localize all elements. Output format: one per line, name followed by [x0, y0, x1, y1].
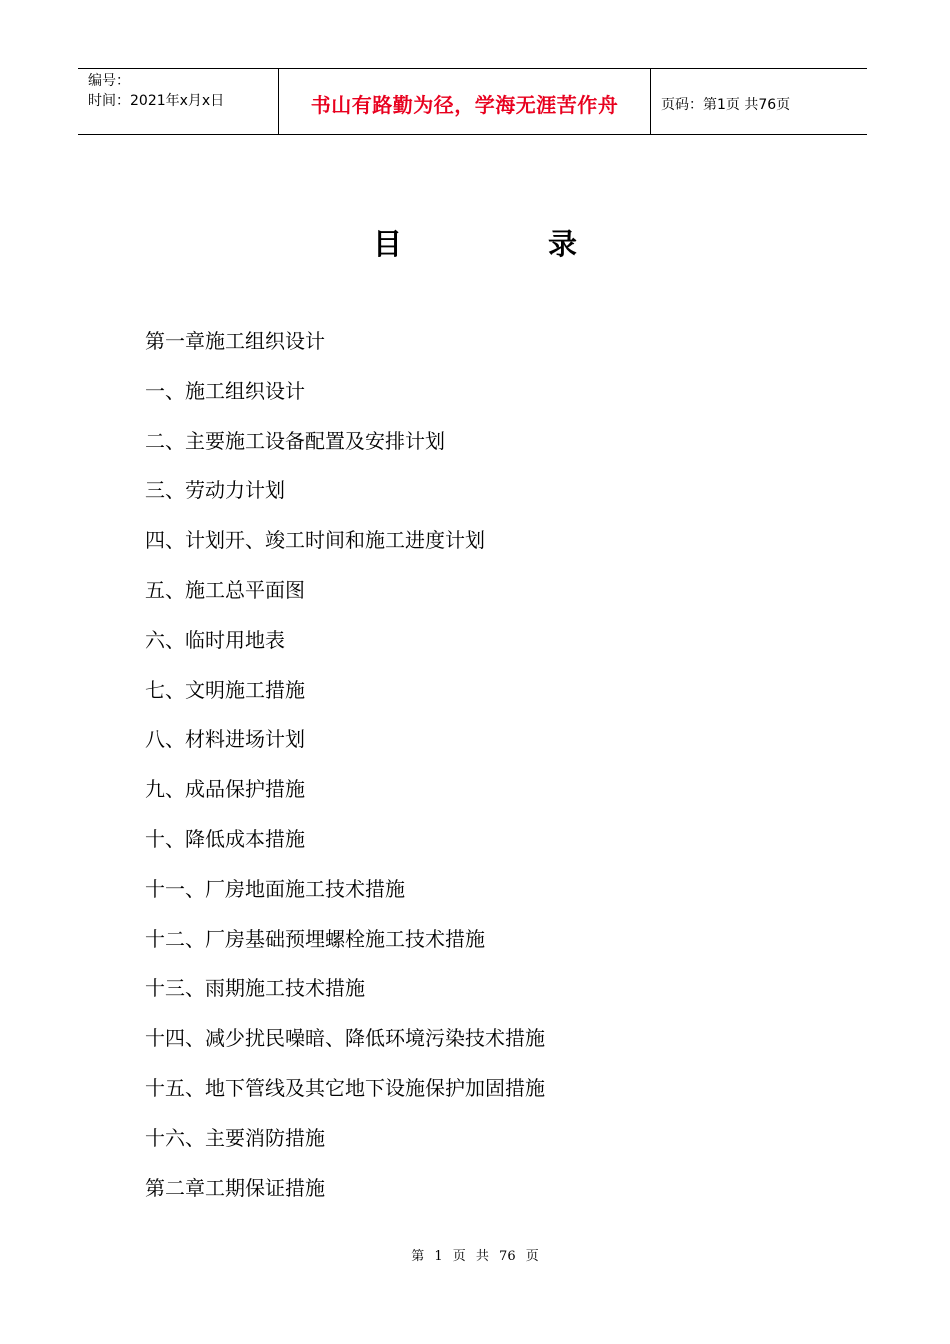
page-title-right: 录 [548, 227, 578, 261]
header-page-cell [651, 69, 867, 134]
toc-item[interactable]: 第一章施工组织设计 [145, 329, 325, 353]
toc-item[interactable]: 六、临时用地表 [145, 627, 285, 652]
toc-item[interactable]: 八、材料进场计划 [145, 727, 305, 752]
toc-item[interactable]: 十、降低成本措施 [145, 826, 305, 851]
toc-item[interactable]: 四、计划开、竣工时间和施工进度计划 [145, 528, 485, 553]
toc-item[interactable]: 十五、地下管线及其它地下设施保护加固措施 [145, 1075, 545, 1100]
toc-item[interactable]: 十二、厂房基础预埋螺栓施工技术措施 [145, 926, 485, 951]
page-title-left: 目 [372, 227, 402, 261]
header-motto-cell [279, 69, 651, 134]
toc-item[interactable]: 十四、减少扰民噪暗、降低环境污染技术措施 [145, 1026, 545, 1051]
toc-item[interactable]: 十一、厂房地面施工技术措施 [145, 876, 405, 901]
toc-item[interactable]: 一、施工组织设计 [145, 378, 305, 403]
document-number-label: 编号： [88, 73, 130, 89]
toc-item[interactable]: 七、文明施工措施 [145, 677, 305, 702]
toc-item[interactable]: 三、劳动力计划 [145, 478, 285, 503]
header-meta-cell [78, 69, 279, 134]
header-motto: 书山有路勤为径，学海无涯苦作舟 [310, 93, 619, 117]
page-header [78, 68, 867, 135]
toc-item[interactable]: 十六、主要消防措施 [145, 1125, 325, 1150]
table-of-contents [145, 323, 545, 1219]
header-page-info: 页码：第1页 共76页 [661, 96, 791, 113]
page-footer: 第 1 页 共 76 页 [411, 1249, 539, 1264]
toc-item[interactable]: 十三、雨期施工技术措施 [145, 976, 365, 1001]
toc-item[interactable]: 九、成品保护措施 [145, 777, 305, 802]
toc-item[interactable]: 五、施工总平面图 [145, 577, 305, 602]
toc-item[interactable]: 二、主要施工设备配置及安排计划 [145, 428, 445, 453]
document-time-label: 时间：2021年x月x日 [88, 93, 225, 109]
toc-item[interactable]: 第二章工期保证措施 [145, 1175, 325, 1200]
page-title [0, 222, 950, 263]
